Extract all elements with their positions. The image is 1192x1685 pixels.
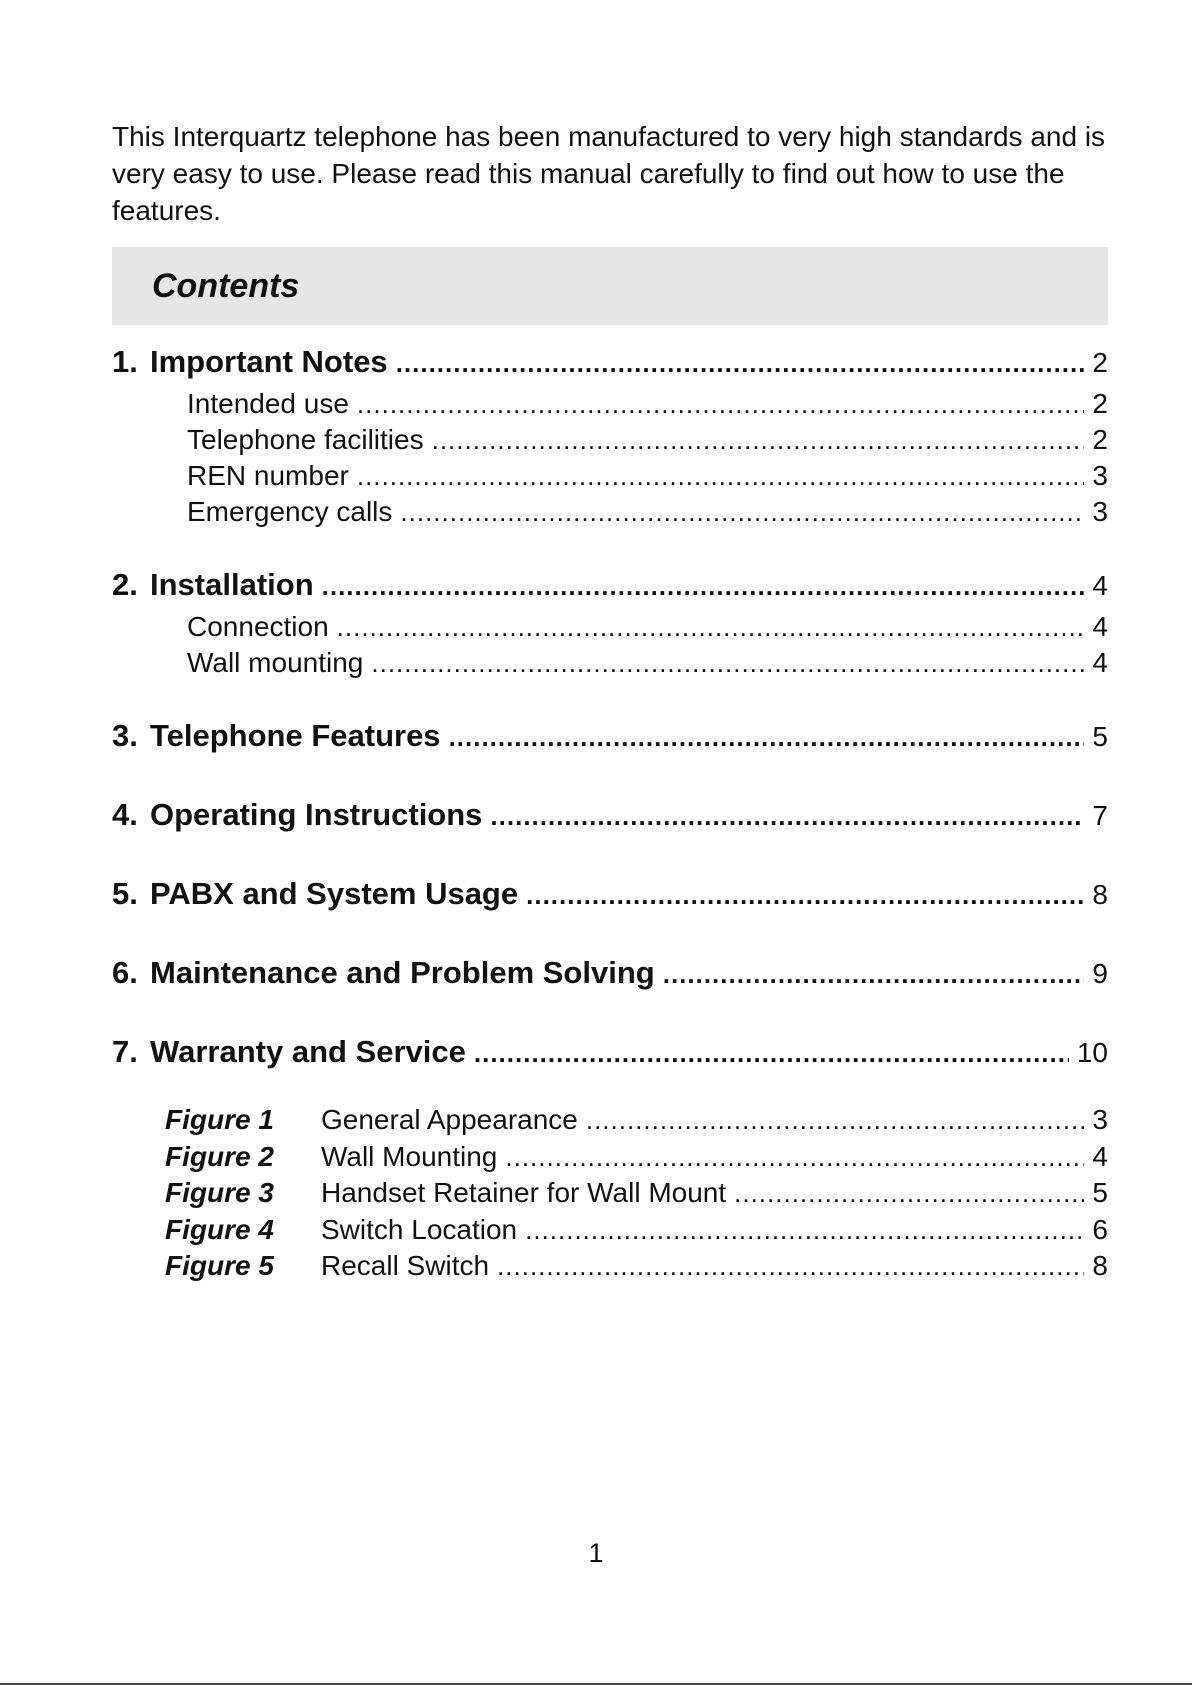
section-spacer	[112, 683, 1108, 718]
toc-section-number: 7.	[112, 1034, 138, 1069]
section-spacer	[112, 532, 1108, 567]
figure-page: 5	[1092, 1177, 1108, 1208]
toc-section-title: Maintenance and Problem Solving	[150, 955, 655, 990]
toc-subsection-page: 3	[1092, 460, 1108, 491]
toc-subsection-title: Emergency calls	[187, 496, 393, 527]
toc-leader-dots	[322, 571, 1084, 602]
toc-section-page: 10	[1076, 1037, 1108, 1068]
toc-subsection-page: 3	[1092, 496, 1108, 527]
figure-title: Handset Retainer for Wall Mount	[321, 1177, 727, 1208]
toc-section-number: 5.	[112, 876, 138, 911]
toc-subsection-page: 4	[1092, 611, 1108, 642]
toc-leader-dots	[525, 1215, 1084, 1246]
toc-leader-dots	[371, 648, 1084, 679]
page-number: 1	[588, 1538, 604, 1568]
toc-leader-dots	[357, 389, 1084, 420]
figure-page: 8	[1092, 1250, 1108, 1281]
figure-entry[interactable]	[112, 1104, 1108, 1141]
toc-leader-dots	[734, 1178, 1084, 1209]
section-spacer	[112, 762, 1108, 797]
toc-section-entry[interactable]	[112, 567, 1108, 611]
figure-entry[interactable]	[112, 1141, 1108, 1178]
toc-section-page: 2	[1092, 347, 1108, 378]
list-of-figures	[112, 1104, 1108, 1287]
toc-leader-dots	[526, 880, 1084, 911]
figure-label: Figure 4	[165, 1213, 274, 1245]
toc-subsection-entry[interactable]	[112, 611, 1108, 647]
toc-subsection-title: REN number	[187, 460, 349, 491]
toc-section-title: Telephone Features	[150, 718, 441, 753]
toc-section-entry[interactable]	[112, 718, 1108, 762]
toc-leader-dots	[663, 959, 1084, 990]
toc-section-number: 3.	[112, 718, 138, 753]
toc-leader-dots	[337, 612, 1084, 643]
toc-subsection-title: Intended use	[187, 388, 349, 419]
toc-section-title: PABX and System Usage	[150, 876, 519, 911]
toc-subsection-title: Telephone facilities	[187, 424, 424, 455]
toc-leader-dots	[400, 497, 1084, 528]
toc-section-page: 7	[1092, 800, 1108, 831]
toc-leader-dots	[432, 425, 1084, 456]
intro-paragraph: This Interquartz telephone has been manufactured to very high standards and is very easy to use. Please read this manual carefully to find out how to use the features.	[112, 121, 1106, 226]
toc-leader-dots	[474, 1038, 1069, 1069]
figure-title: Switch Location	[321, 1213, 518, 1245]
section-spacer	[112, 999, 1108, 1034]
figure-title: General Appearance	[321, 1104, 578, 1135]
toc-section-page: 8	[1092, 879, 1108, 910]
toc-section-entry[interactable]	[112, 955, 1108, 999]
contents-title: Contents	[152, 266, 300, 305]
figure-label: Figure 5	[165, 1250, 274, 1281]
figure-page: 6	[1092, 1213, 1108, 1245]
toc-section-number: 2.	[112, 567, 138, 602]
toc-section-title: Warranty and Service	[150, 1034, 466, 1069]
toc-subsection-page: 4	[1092, 647, 1108, 678]
toc-leader-dots	[586, 1105, 1084, 1136]
toc-subsection-entry[interactable]	[112, 460, 1108, 496]
toc-section-number: 1.	[112, 344, 138, 379]
toc-section-page: 4	[1092, 570, 1108, 601]
toc-section-page: 9	[1092, 958, 1108, 989]
figure-entry[interactable]	[112, 1250, 1108, 1287]
figure-page: 3	[1092, 1104, 1108, 1135]
figure-label: Figure 3	[165, 1177, 274, 1208]
figure-page: 4	[1092, 1140, 1108, 1172]
toc-subsection-page: 2	[1092, 424, 1108, 455]
table-of-contents	[112, 344, 1108, 1078]
toc-leader-dots	[490, 801, 1084, 832]
toc-section-page: 5	[1092, 721, 1108, 752]
toc-section-entry[interactable]	[112, 1034, 1108, 1078]
figure-label: Figure 1	[165, 1104, 274, 1135]
toc-section-number: 4.	[112, 797, 138, 832]
toc-leader-dots	[505, 1142, 1084, 1173]
toc-subsection-entry[interactable]	[112, 496, 1108, 532]
toc-subsection-title: Wall mounting	[187, 647, 364, 678]
toc-section-entry[interactable]	[112, 344, 1108, 388]
toc-leader-dots	[449, 722, 1084, 753]
toc-section-title: Installation	[150, 567, 314, 602]
figure-entry[interactable]	[112, 1177, 1108, 1214]
toc-leader-dots	[357, 461, 1084, 492]
figure-title: Wall Mounting	[321, 1140, 498, 1172]
toc-subsection-entry[interactable]	[112, 647, 1108, 683]
document-page	[112, 118, 1108, 1287]
contents-heading-bar	[112, 247, 1108, 325]
toc-subsection-page: 2	[1092, 388, 1108, 419]
toc-section-number: 6.	[112, 955, 138, 990]
toc-section-title: Important Notes	[150, 344, 388, 379]
figure-title: Recall Switch	[321, 1250, 490, 1281]
toc-section-title: Operating Instructions	[150, 797, 483, 832]
toc-section-entry[interactable]	[112, 797, 1108, 841]
toc-leader-dots	[396, 348, 1084, 379]
toc-leader-dots	[497, 1251, 1084, 1282]
figure-entry[interactable]	[112, 1214, 1108, 1251]
toc-section-entry[interactable]	[112, 876, 1108, 920]
section-spacer	[112, 841, 1108, 876]
toc-subsection-entry[interactable]	[112, 388, 1108, 424]
toc-subsection-title: Connection	[187, 611, 329, 642]
toc-subsection-entry[interactable]	[112, 424, 1108, 460]
section-spacer	[112, 920, 1108, 955]
figure-label: Figure 2	[165, 1140, 274, 1172]
